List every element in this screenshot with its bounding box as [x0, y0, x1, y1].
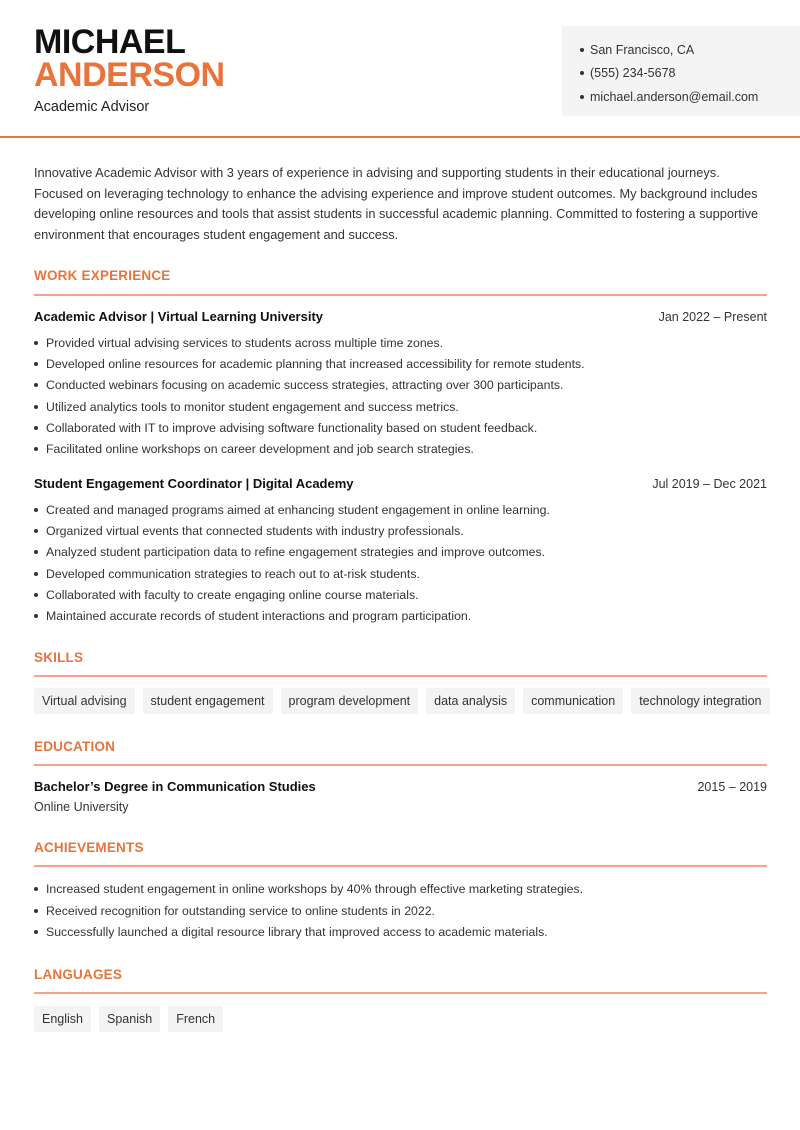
job-bullets — [34, 499, 767, 627]
job-date: Jan 2022 – Present — [658, 310, 767, 324]
contact-email[interactable] — [580, 85, 800, 109]
location-text: San Francisco, CA — [590, 42, 695, 57]
list-item — [34, 332, 767, 353]
summary-paragraph: Innovative Academic Advisor with 3 years of experience in advising and supporting students in their educational journeys. Focused on leveraging technology to enhance the advising experience and improve student outcomes. My background includes developing online resources and tools that assist students in successful academic planning. Committed to fostering a supportive environment that encourages student engagement and success. — [34, 165, 759, 243]
job-header — [34, 476, 767, 491]
bullet-text: Increased student engagement in online workshops by 40% through effective marketing strategies. — [46, 881, 584, 896]
job-header — [34, 309, 767, 324]
list-item — [34, 878, 767, 899]
bullet-text: Utilized analytics tools to monitor student engagement and success metrics. — [46, 399, 459, 414]
skill-chip: data analysis — [426, 688, 515, 714]
bullet-text: Developed communication strategies to reach out to at-risk students. — [46, 566, 420, 581]
bullet-text: Collaborated with IT to improve advising software functionality based on student feedback. — [46, 420, 538, 435]
skills-list — [34, 688, 770, 714]
section-title-languages: LANGUAGES — [34, 967, 123, 982]
phone-text: (555) 234-5678 — [590, 66, 676, 81]
bullet-icon — [34, 426, 38, 430]
bullet-text: Facilitated online workshops on career development and job search strategies. — [46, 442, 474, 457]
list-item — [34, 605, 767, 626]
list-item — [34, 922, 767, 943]
bullet-icon — [34, 887, 38, 891]
skill-chip: communication — [523, 688, 623, 714]
list-item — [34, 375, 767, 396]
list-item — [34, 563, 767, 584]
section-title-achievements: ACHIEVEMENTS — [34, 840, 144, 855]
bullet-icon — [34, 572, 38, 576]
email-link[interactable]: michael.anderson@email.com — [590, 89, 759, 104]
resume-header — [0, 0, 800, 138]
contact-box — [562, 26, 800, 116]
contact-location — [580, 38, 800, 62]
job-role: Student Engagement Coordinator | Digital Academy — [34, 476, 354, 491]
section-title-skills: SKILLS — [34, 650, 84, 665]
section-divider — [34, 865, 767, 867]
section-title-education: EDUCATION — [34, 739, 116, 754]
language-chip: Spanish — [99, 1006, 160, 1032]
education-date: 2015 – 2019 — [697, 780, 767, 794]
skill-chip: student engagement — [143, 688, 273, 714]
bullet-icon — [34, 614, 38, 618]
list-item — [34, 499, 767, 520]
bullet-text: Analyzed student participation data to refine engagement strategies and improve outcomes. — [46, 545, 546, 560]
bullet-icon — [34, 593, 38, 597]
list-item — [34, 353, 767, 374]
list-item — [34, 396, 767, 417]
last-name: ANDERSON — [34, 56, 225, 94]
list-item — [34, 438, 767, 459]
section-divider — [34, 764, 767, 766]
bullet-text: Successfully launched a digital resource library that improved access to academic materials. — [46, 925, 548, 940]
bullet-text: Created and managed programs aimed at enhancing student engagement in online learning. — [46, 502, 550, 517]
bullet-icon — [34, 341, 38, 345]
bullet-icon — [34, 383, 38, 387]
job-title: Academic Advisor — [34, 99, 150, 115]
list-item — [34, 542, 767, 563]
section-divider — [34, 294, 767, 296]
bullet-icon — [34, 930, 38, 934]
language-chip: French — [168, 1006, 223, 1032]
bullet-icon — [580, 71, 584, 75]
list-item — [34, 417, 767, 438]
bullet-text: Collaborated with faculty to create engaging online course materials. — [46, 587, 419, 602]
languages-list — [34, 1006, 223, 1032]
degree: Bachelor’s Degree in Communication Studies — [34, 779, 316, 794]
bullet-text: Organized virtual events that connected students with industry professionals. — [46, 523, 464, 538]
job-date: Jul 2019 – Dec 2021 — [652, 477, 767, 491]
bullet-icon — [580, 48, 584, 52]
job-role: Academic Advisor | Virtual Learning University — [34, 309, 324, 324]
bullet-icon — [580, 95, 584, 99]
section-title-work: WORK EXPERIENCE — [34, 268, 171, 283]
education-header — [34, 779, 767, 794]
school-name: Online University — [34, 800, 129, 814]
bullet-icon — [34, 550, 38, 554]
bullet-text: Provided virtual advising services to students across multiple time zones. — [46, 335, 444, 350]
skill-chip: program development — [281, 688, 419, 714]
bullet-text: Conducted webinars focusing on academic success strategies, attracting over 300 participants. — [46, 378, 564, 393]
bullet-icon — [34, 529, 38, 533]
section-divider — [34, 675, 767, 677]
bullet-text: Developed online resources for academic planning that increased accessibility for remote students. — [46, 356, 585, 371]
skill-chip: technology integration — [631, 688, 769, 714]
achievements-list — [34, 878, 767, 943]
contact-phone — [580, 62, 800, 86]
bullet-icon — [34, 362, 38, 366]
section-divider — [34, 992, 767, 994]
first-name: MICHAEL — [34, 23, 186, 61]
list-item — [34, 520, 767, 541]
bullet-text: Received recognition for outstanding service to online students in 2022. — [46, 903, 435, 918]
bullet-icon — [34, 447, 38, 451]
job-bullets — [34, 332, 767, 460]
skill-chip: Virtual advising — [34, 688, 135, 714]
language-chip: English — [34, 1006, 91, 1032]
bullet-icon — [34, 909, 38, 913]
list-item — [34, 584, 767, 605]
bullet-text: Maintained accurate records of student interactions and program participation. — [46, 609, 472, 624]
bullet-icon — [34, 405, 38, 409]
list-item — [34, 899, 767, 922]
bullet-icon — [34, 508, 38, 512]
